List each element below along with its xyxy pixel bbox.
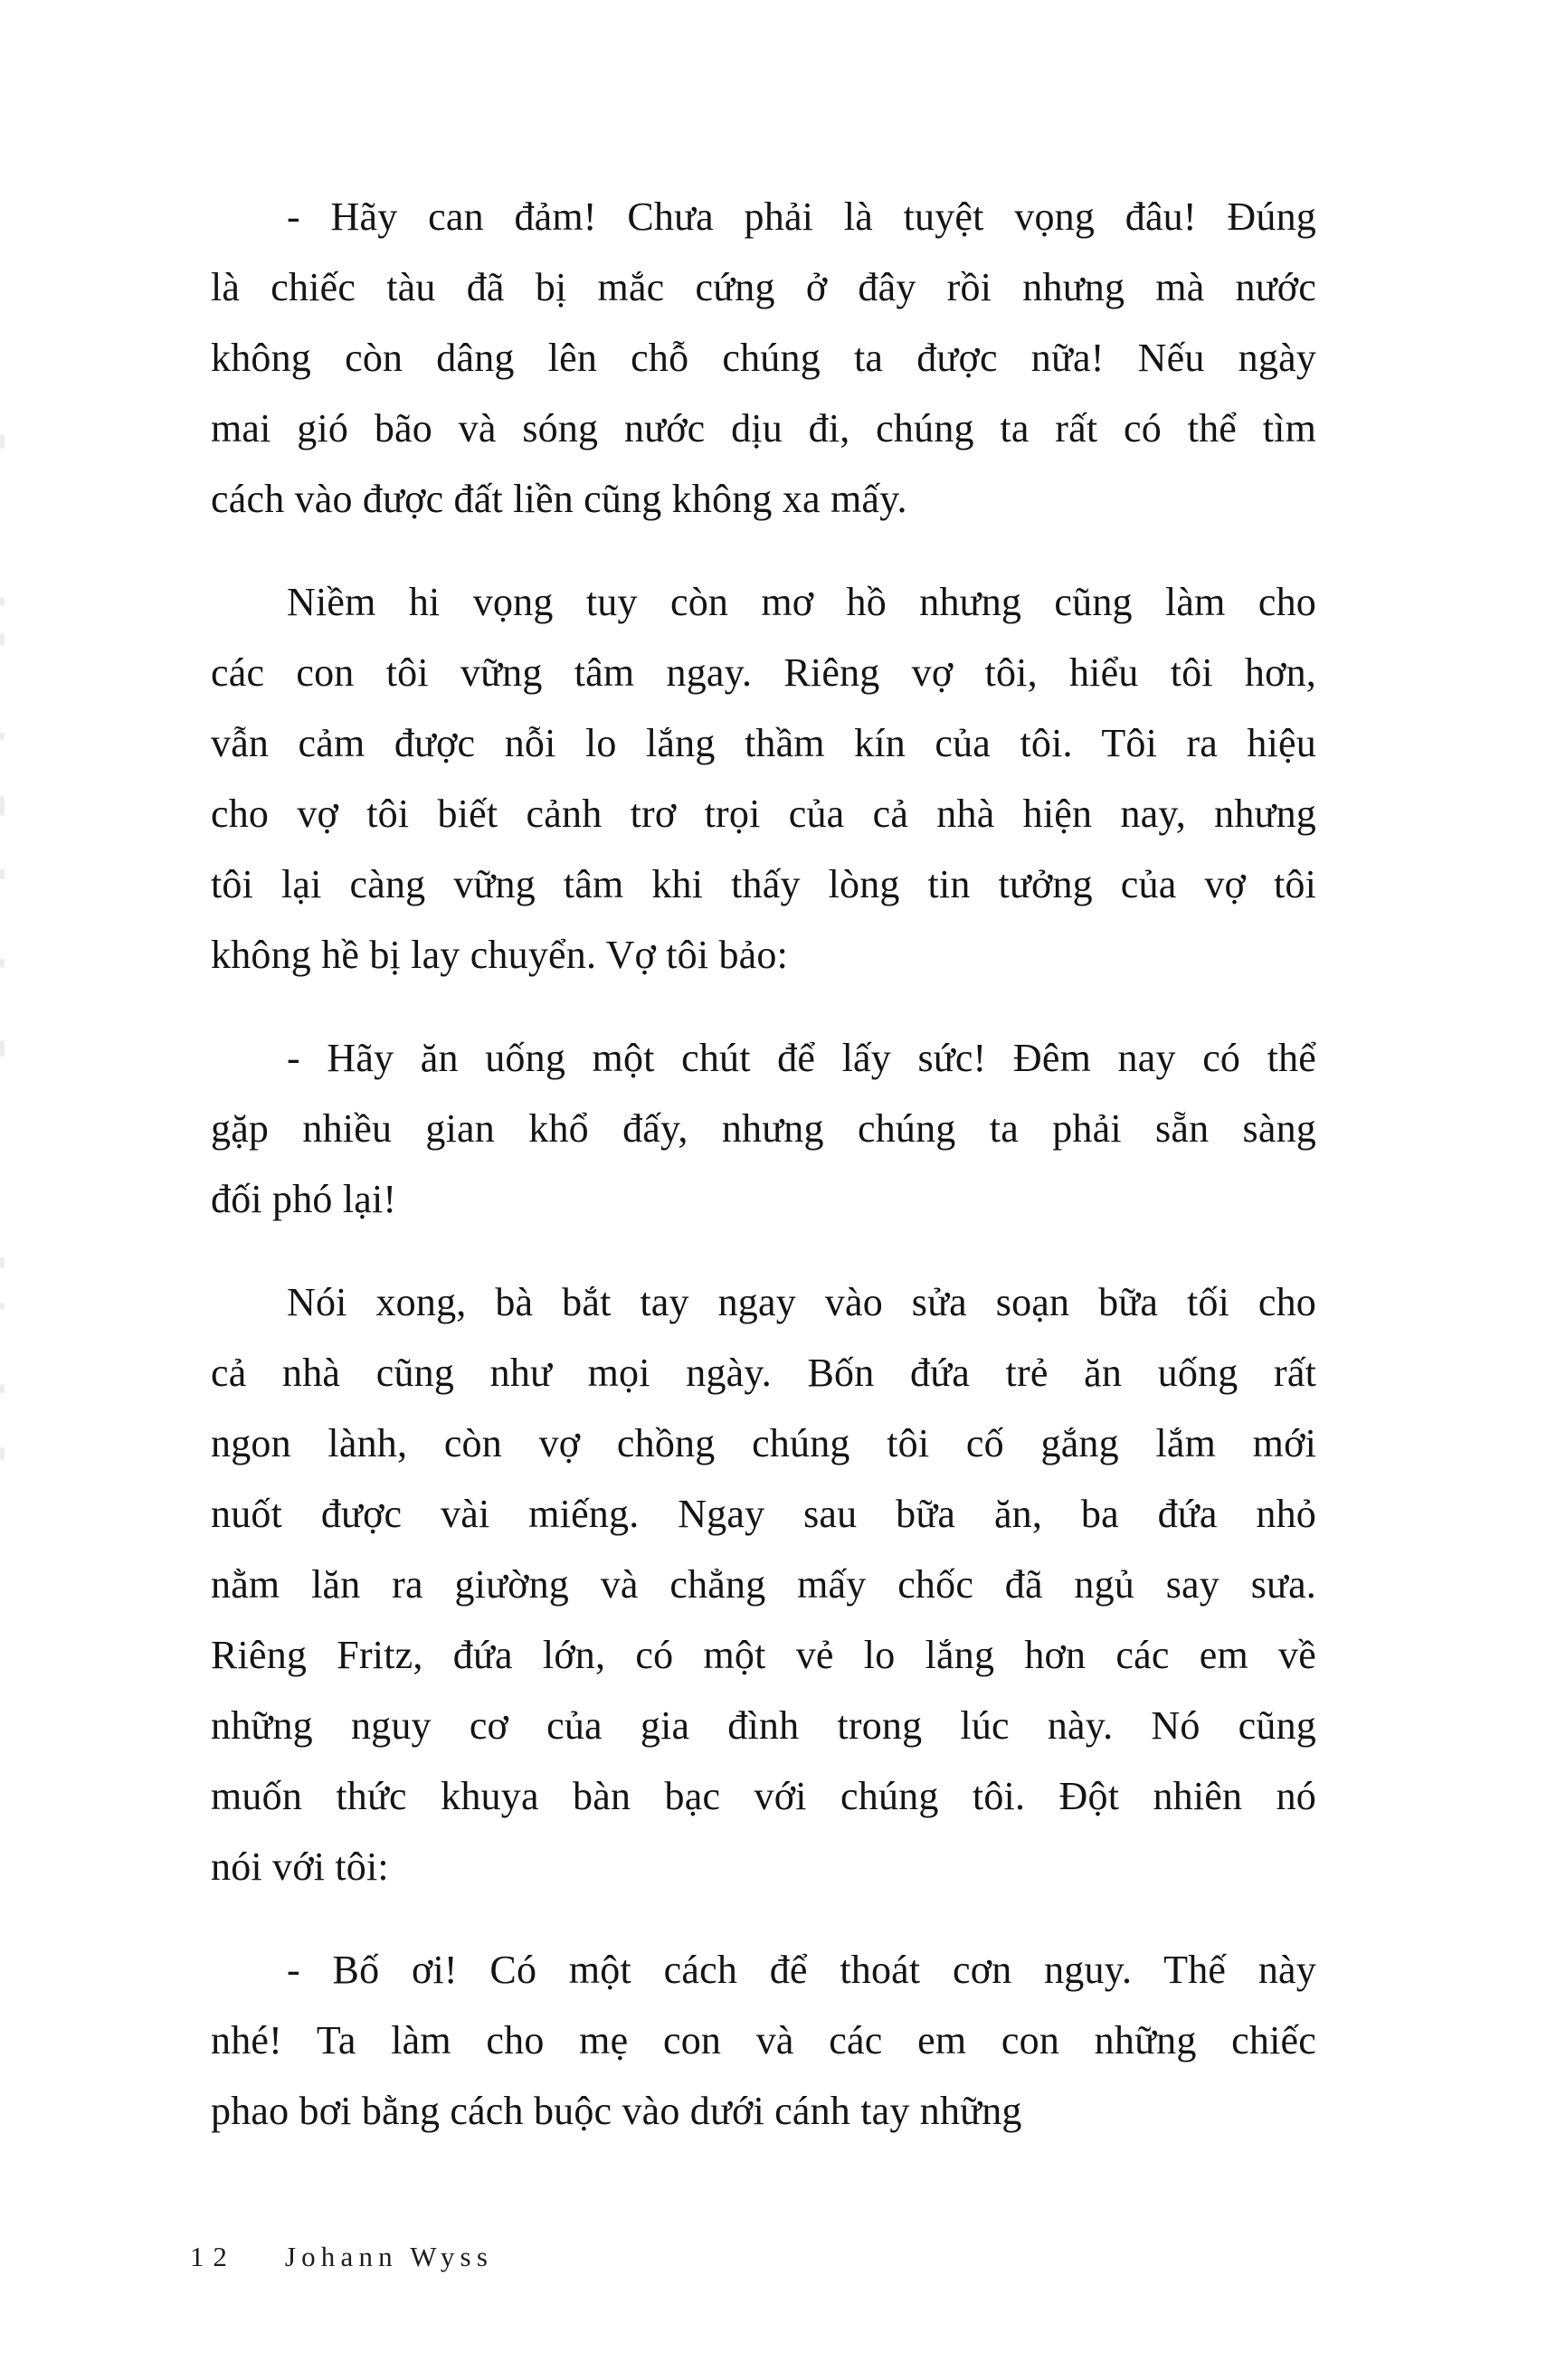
text-line: gặp nhiều gian khổ đấy, nhưng chúng ta phải sẵn sàng	[211, 1106, 1316, 1151]
text-line: những nguy cơ của gia đình trong lúc này. Nó cũng	[211, 1703, 1316, 1748]
text-line: không hề bị lay chuyển. Vợ tôi bảo:	[211, 933, 789, 977]
text-line: - Hãy can đảm! Chưa phải là tuyệt vọng đâu! Đúng	[287, 194, 1316, 239]
page-footer	[190, 2241, 493, 2273]
text-line: cách vào được đất liền cũng không xa mấy.	[211, 477, 907, 521]
text-line: cho vợ tôi biết cảnh trơ trọi của cả nhà hiện nay, nhưng	[211, 792, 1316, 836]
text-line: Nói xong, bà bắt tay ngay vào sửa soạn bữa tối cho	[287, 1280, 1316, 1324]
text-line: không còn dâng lên chỗ chúng ta được nữa! Nếu ngày	[211, 336, 1316, 380]
scan-artifact	[0, 1040, 5, 1057]
scan-artifact	[0, 1303, 5, 1310]
scan-artifact	[0, 1447, 5, 1460]
text-line: tôi lại càng vững tâm khi thấy lòng tin tưởng của vợ tôi	[211, 862, 1316, 906]
scan-artifact	[0, 733, 5, 740]
text-line: nhé! Ta làm cho mẹ con và các em con những chiếc	[211, 2018, 1316, 2062]
running-header-author: Johann Wyss	[284, 2241, 494, 2272]
text-line: là chiếc tàu đã bị mắc cứng ở đây rồi nhưng mà nước	[211, 265, 1316, 309]
text-line: - Bố ơi! Có một cách để thoát cơn nguy. Thế này	[287, 1948, 1316, 1992]
body-text	[211, 182, 1316, 2147]
text-line: cả nhà cũng như mọi ngày. Bốn đứa trẻ ăn uống rất	[211, 1351, 1316, 1395]
scan-artifact	[0, 796, 5, 816]
scan-artifact	[0, 633, 5, 646]
text-line: - Hãy ăn uống một chút để lấy sức! Đêm nay có thể	[287, 1036, 1316, 1080]
text-line: muốn thức khuya bàn bạc với chúng tôi. Đột nhiên nó	[211, 1774, 1316, 1818]
page-number: 12	[190, 2241, 236, 2272]
scan-artifact	[0, 434, 5, 449]
text-line: đối phó lại!	[211, 1177, 397, 1221]
scan-artifact	[0, 1257, 5, 1268]
scan-artifact	[0, 868, 5, 879]
text-line: ngon lành, còn vợ chồng chúng tôi cố gắng lắm mới	[211, 1421, 1316, 1465]
text-line: các con tôi vững tâm ngay. Riêng vợ tôi, hiểu tôi hơn,	[211, 650, 1316, 695]
scan-artifact	[0, 597, 5, 606]
text-line: nằm lăn ra giường và chẳng mấy chốc đã ngủ say sưa.	[211, 1562, 1316, 1607]
text-line: mai gió bão và sóng nước dịu đi, chúng ta rất có thể tìm	[211, 406, 1316, 450]
scan-artifact	[0, 1384, 5, 1393]
text-line: vẫn cảm được nỗi lo lắng thầm kín của tôi. Tôi ra hiệu	[211, 721, 1316, 765]
text-line: phao bơi bằng cách buộc vào dưới cánh tay những	[211, 2089, 1022, 2133]
scan-artifact	[0, 959, 5, 968]
text-line: Riêng Fritz, đứa lớn, có một vẻ lo lắng hơn các em về	[211, 1633, 1316, 1677]
text-line: nói với tôi:	[211, 1844, 389, 1889]
text-line: nuốt được vài miếng. Ngay sau bữa ăn, ba đứa nhỏ	[211, 1492, 1316, 1536]
text-line: Niềm hi vọng tuy còn mơ hồ nhưng cũng làm cho	[287, 580, 1316, 624]
